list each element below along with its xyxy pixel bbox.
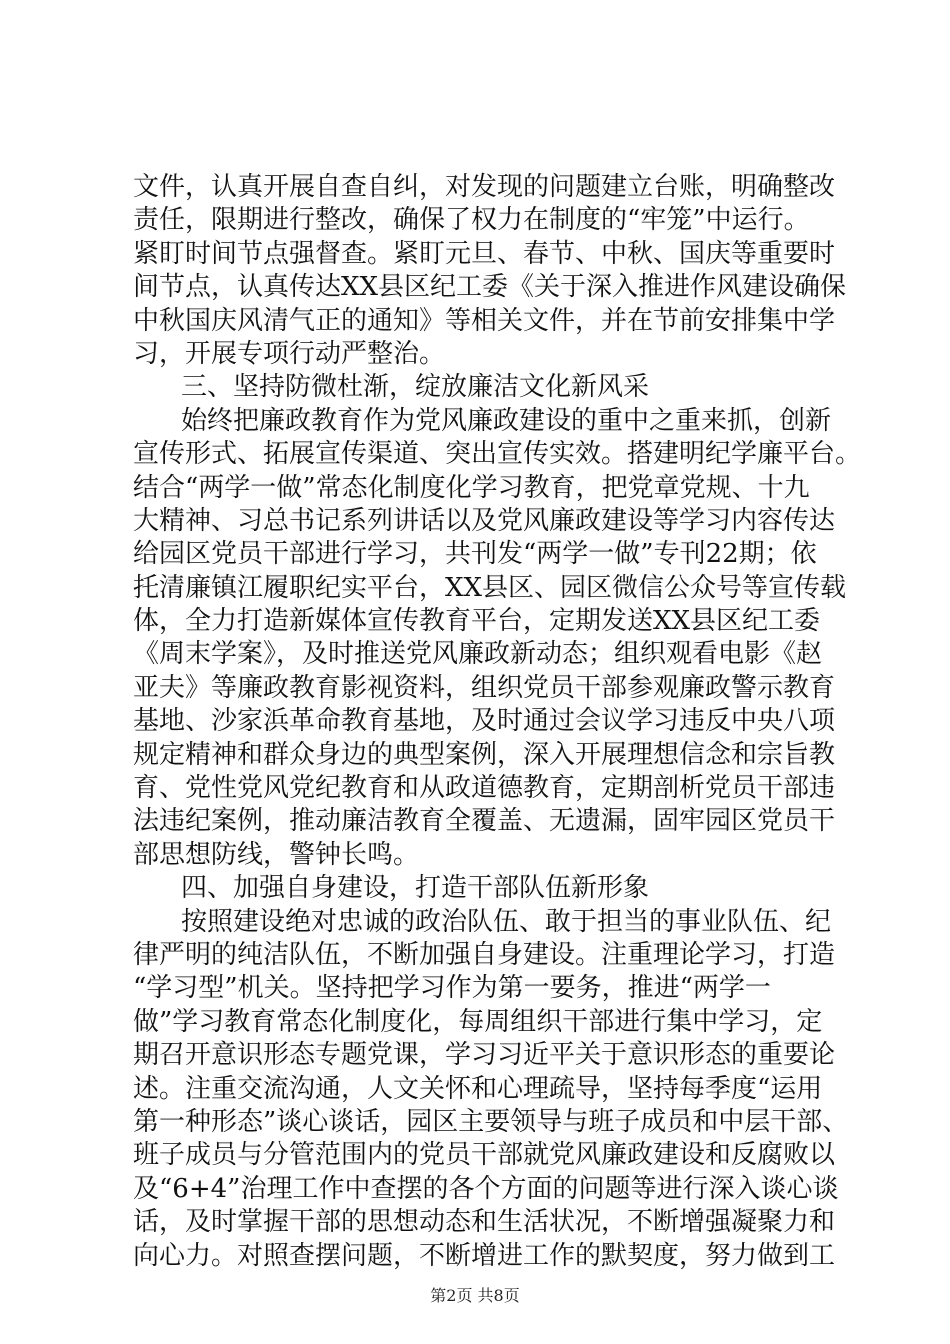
paragraph-line: 及“6+4”治理工作中查摆的各个方面的问题等进行深入谈心谈 [133,1173,839,1204]
paragraph-line: 结合“两学一做”常态化制度化学习教育，把党章党规、十九 [133,472,810,503]
paragraph-line: “学习型”机关。坚持把学习作为第一要务，推进“两学一 [133,973,771,1004]
paragraph-line: 给园区党员干部进行学习，共刊发“两学一做”专刊22期；依 [133,539,817,570]
paragraph-line-indented: 三、坚持防微杜渐，绽放廉洁文化新风采 [181,372,650,403]
paragraph-line: 紧盯时间节点强督查。紧盯元旦、春节、中秋、国庆等重要时 [133,238,836,269]
paragraph-line: 规定精神和群众身边的典型案例，深入开展理想信念和宗旨教 [133,739,836,770]
paragraph-line: 大精神、习总书记系列讲话以及党风廉政建设等学习内容传达 [133,505,836,536]
paragraph-line: 期召开意识形态专题党课，学习习近平关于意识形态的重要论 [133,1040,836,1071]
paragraph-line: 班子成员与分管范围内的党员干部就党风廉政建设和反腐败以 [133,1140,836,1171]
paragraph-line: 向心力。对照查摆问题，不断增进工作的默契度，努力做到工 [133,1240,836,1271]
paragraph-line: 体，全力打造新媒体宣传教育平台，定期发送XX县区纪工委 [133,606,821,637]
paragraph-line: 育、党性党风党纪教育和从政道德教育，定期剖析党员干部违 [133,773,836,804]
paragraph-line: 部思想防线，警钟长鸣。 [133,839,420,870]
paragraph-line-indented: 始终把廉政教育作为党风廉政建设的重中之重来抓，创新 [181,405,832,436]
paragraph-line: 托清廉镇江履职纪实平台，XX县区、园区微信公众号等宣传载 [133,572,847,603]
document-body [133,171,862,1273]
paragraph-line: 基地、沙家浜革命教育基地，及时通过会议学习违反中央八项 [133,706,836,737]
paragraph-line-indented: 四、加强自身建设，打造干部队伍新形象 [181,873,650,904]
paragraph-line: 文件，认真开展自查自纠，对发现的问题建立台账，明确整改 [133,172,836,202]
paragraph-line: 话，及时掌握干部的思想动态和生活状况，不断增强凝聚力和 [133,1207,836,1238]
paragraph-line: 《周末学案》，及时推送党风廉政新动态；组织观看电影《赵 [133,639,823,670]
page-footer: 第2页 共8页 [430,1286,520,1305]
paragraph-line: 间节点，认真传达XX县区纪工委《关于深入推进作风建设确保 [133,272,847,303]
paragraph-line: 习，开展专项行动严整治。 [133,338,446,369]
paragraph-line: 律严明的纯洁队伍，不断加强自身建设。注重理论学习，打造 [133,939,836,970]
paragraph-line: 中秋国庆风清气正的通知》等相关文件，并在节前安排集中学 [133,305,836,336]
paragraph-line-indented: 按照建设绝对忠诚的政治队伍、敢于担当的事业队伍、纪 [181,906,832,937]
paragraph-line: 亚夫》等廉政教育影视资料，组织党员干部参观廉政警示教育 [133,672,836,703]
paragraph-line: 做”学习教育常态化制度化，每周组织干部进行集中学习，定 [133,1006,823,1037]
paragraph-line: 第一种形态”谈心谈话，园区主要领导与班子成员和中层干部、 [133,1106,849,1137]
paragraph-line: 述。注重交流沟通，人文关怀和心理疏导，坚持每季度“运用 [133,1073,823,1104]
paragraph-line: 宣传形式、拓展宣传渠道、突出宣传实效。搭建明纪学廉平台。 [133,439,862,470]
paragraph-line: 责任，限期进行整改，确保了权力在制度的“牢笼”中运行。 [133,205,810,236]
paragraph-line: 法违纪案例，推动廉洁教育全覆盖、无遗漏，固牢园区党员干 [133,806,836,837]
